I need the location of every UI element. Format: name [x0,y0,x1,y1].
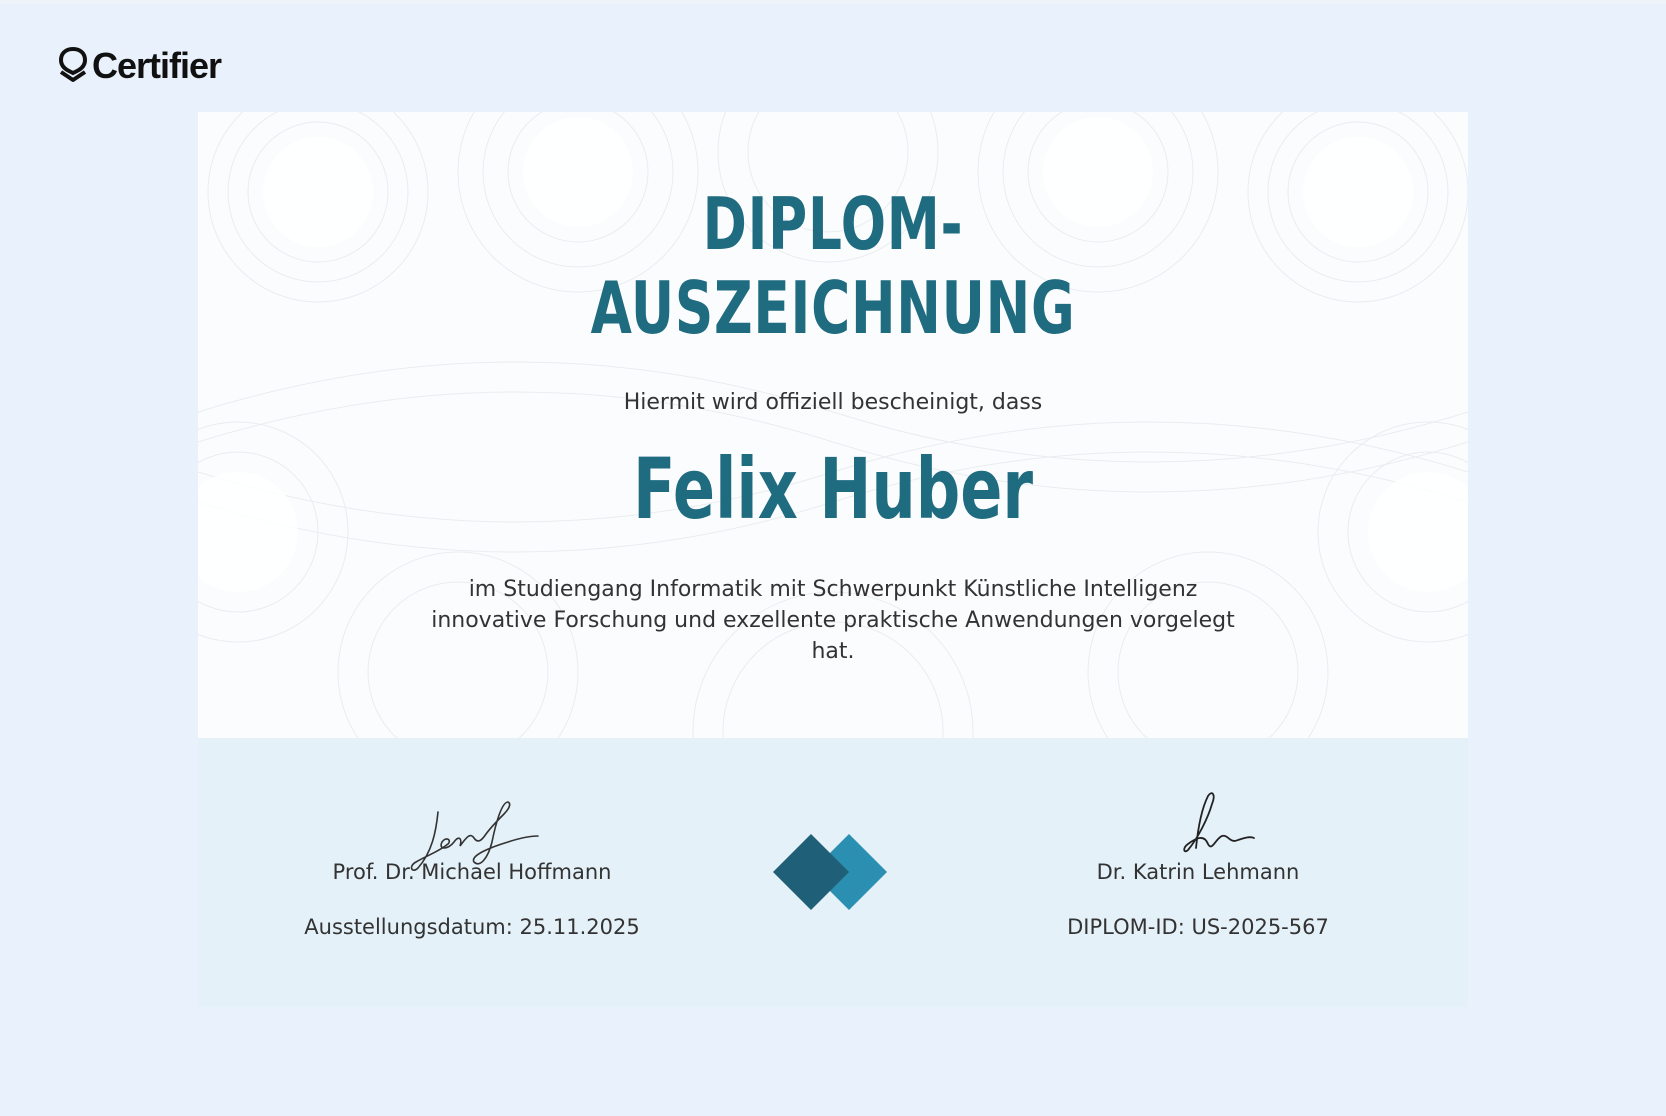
top-border [0,0,1666,4]
signature-right [1158,788,1258,868]
diploma-id: DIPLOM-ID: US-2025-567 [1067,915,1329,939]
title-line-1: DIPLOM- [702,182,964,266]
certifier-logo-icon [58,46,88,86]
certificate-main-panel [198,112,1468,738]
intro-text: Hiermit wird offiziell bescheinigt, dass [623,390,1043,415]
signatory-left-name: Prof. Dr. Michael Hoffmann [332,860,612,884]
certificate-title [363,182,1303,350]
brand-name: Certifier [92,45,222,86]
certificate [198,112,1468,1007]
recipient-name: Felix Huber [632,440,1034,538]
issue-date: Ausstellungsdatum: 25.11.2025 [304,915,640,939]
brand-logo[interactable] [58,44,221,88]
description-text: im Studiengang Informatik mit Schwerpunkt Künstliche Intelligenz innovative Forschung und exzellente praktische Anwendungen vorgelegt hat. [431,577,1235,664]
diamond-emblem-icon [773,832,893,912]
title-line-2: AUSZEICHNUNG [590,266,1076,350]
signatory-right-name: Dr. Katrin Lehmann [1096,860,1300,884]
